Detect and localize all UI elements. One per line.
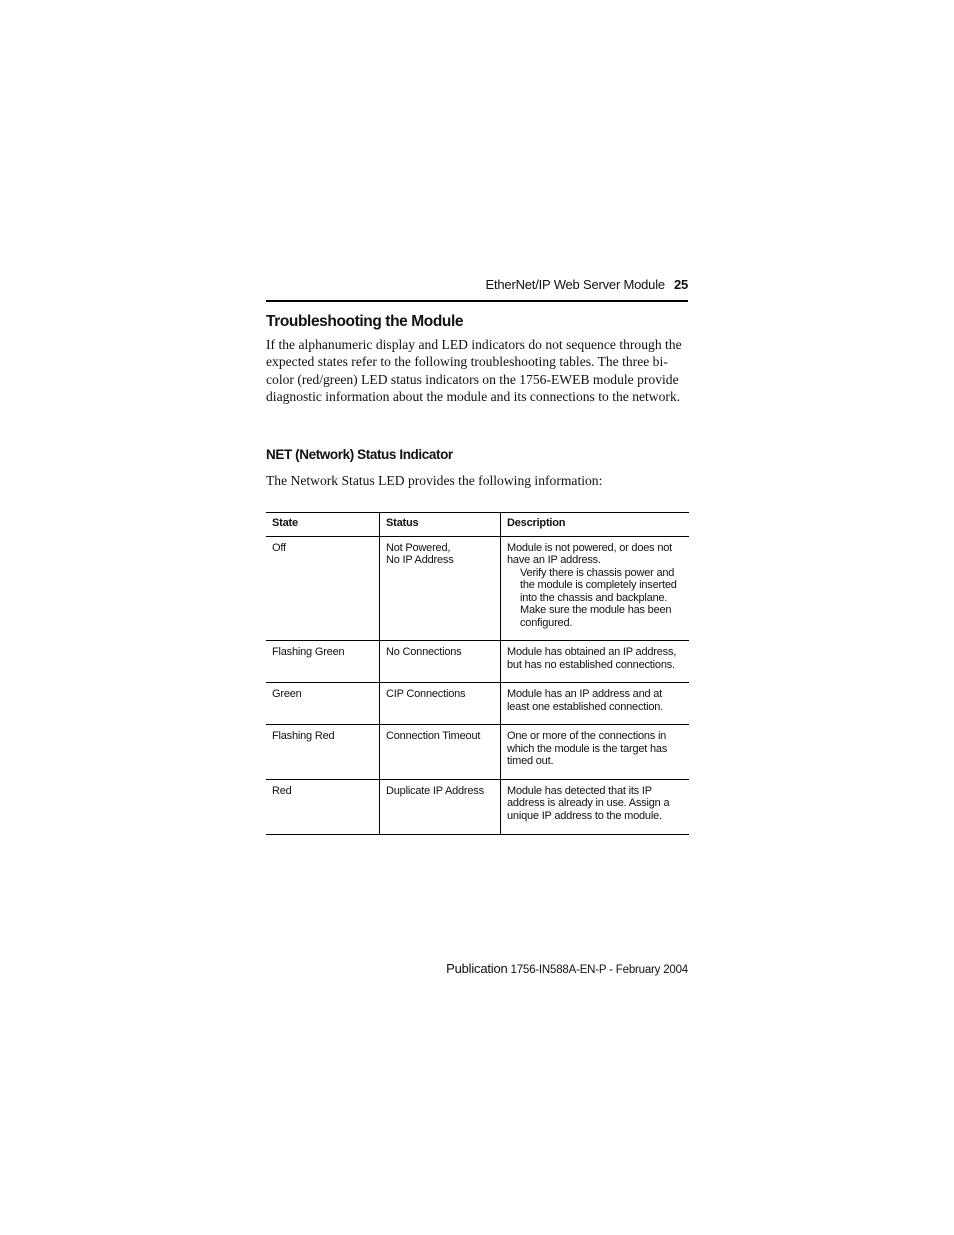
state-cell: Red [266,779,380,835]
state-cell: Flashing Green [266,641,380,683]
state-cell: Off [266,536,380,641]
description-cell: One or more of the connections in which the module is the target has timed out. [501,725,690,780]
table-header-row [266,513,689,537]
running-header [266,277,688,292]
description-cell: Module has obtained an IP address, but has no established connections. [501,641,690,683]
page-number: 25 [673,277,688,292]
description-cell: Module has detected that its IP address is already in use. Assign a unique IP address to the module. [501,779,690,835]
header-description: Description [501,513,690,537]
bullet-item: Verify there is chassis power and the module is completely inserted into the chassis and backplane. [520,566,677,604]
intro-paragraph: If the alphanumeric display and LED indicators do not sequence through the expected states refer to the following troubleshooting tables. The three bi-color (red/green) LED status indicators on the 1756-EWEB module provide diagnostic information about the module and its connections to the network. [266,337,682,405]
bullet-item: Make sure the module has been configured. [520,604,672,629]
state-cell: Flashing Red [266,725,380,780]
status-line: No IP Address [386,554,454,566]
section-title: Troubleshooting the Module [266,313,464,330]
table-row [266,536,689,641]
table-row [266,725,689,780]
header-rule [266,300,688,302]
status-cell: No Connections [380,641,501,683]
status-cell: Connection Timeout [380,725,501,780]
description-text: Module is not powered, or does not have an IP address. [507,541,673,566]
table-row [266,779,689,835]
lead-paragraph: The Network Status LED provides the following information: [266,473,603,488]
status-line: Not Powered, [386,541,451,554]
header-status: Status [380,513,501,537]
description-cell [501,536,690,641]
description-cell: Module has an IP address and at least one established connection. [501,683,690,725]
publication-footer [266,961,688,976]
status-cell: CIP Connections [380,683,501,725]
net-status-table [266,512,689,835]
publication-label: Publication [446,961,508,976]
running-title: EtherNet/IP Web Server Module [485,277,665,292]
status-cell: Duplicate IP Address [380,779,501,835]
header-state: State [266,513,380,537]
status-cell [380,536,501,641]
publication-id: 1756-IN588A-EN-P - February 2004 [510,964,688,976]
table-row [266,683,689,725]
state-cell: Green [266,683,380,725]
table-row [266,641,689,683]
subsection-title: NET (Network) Status Indicator [266,447,453,462]
